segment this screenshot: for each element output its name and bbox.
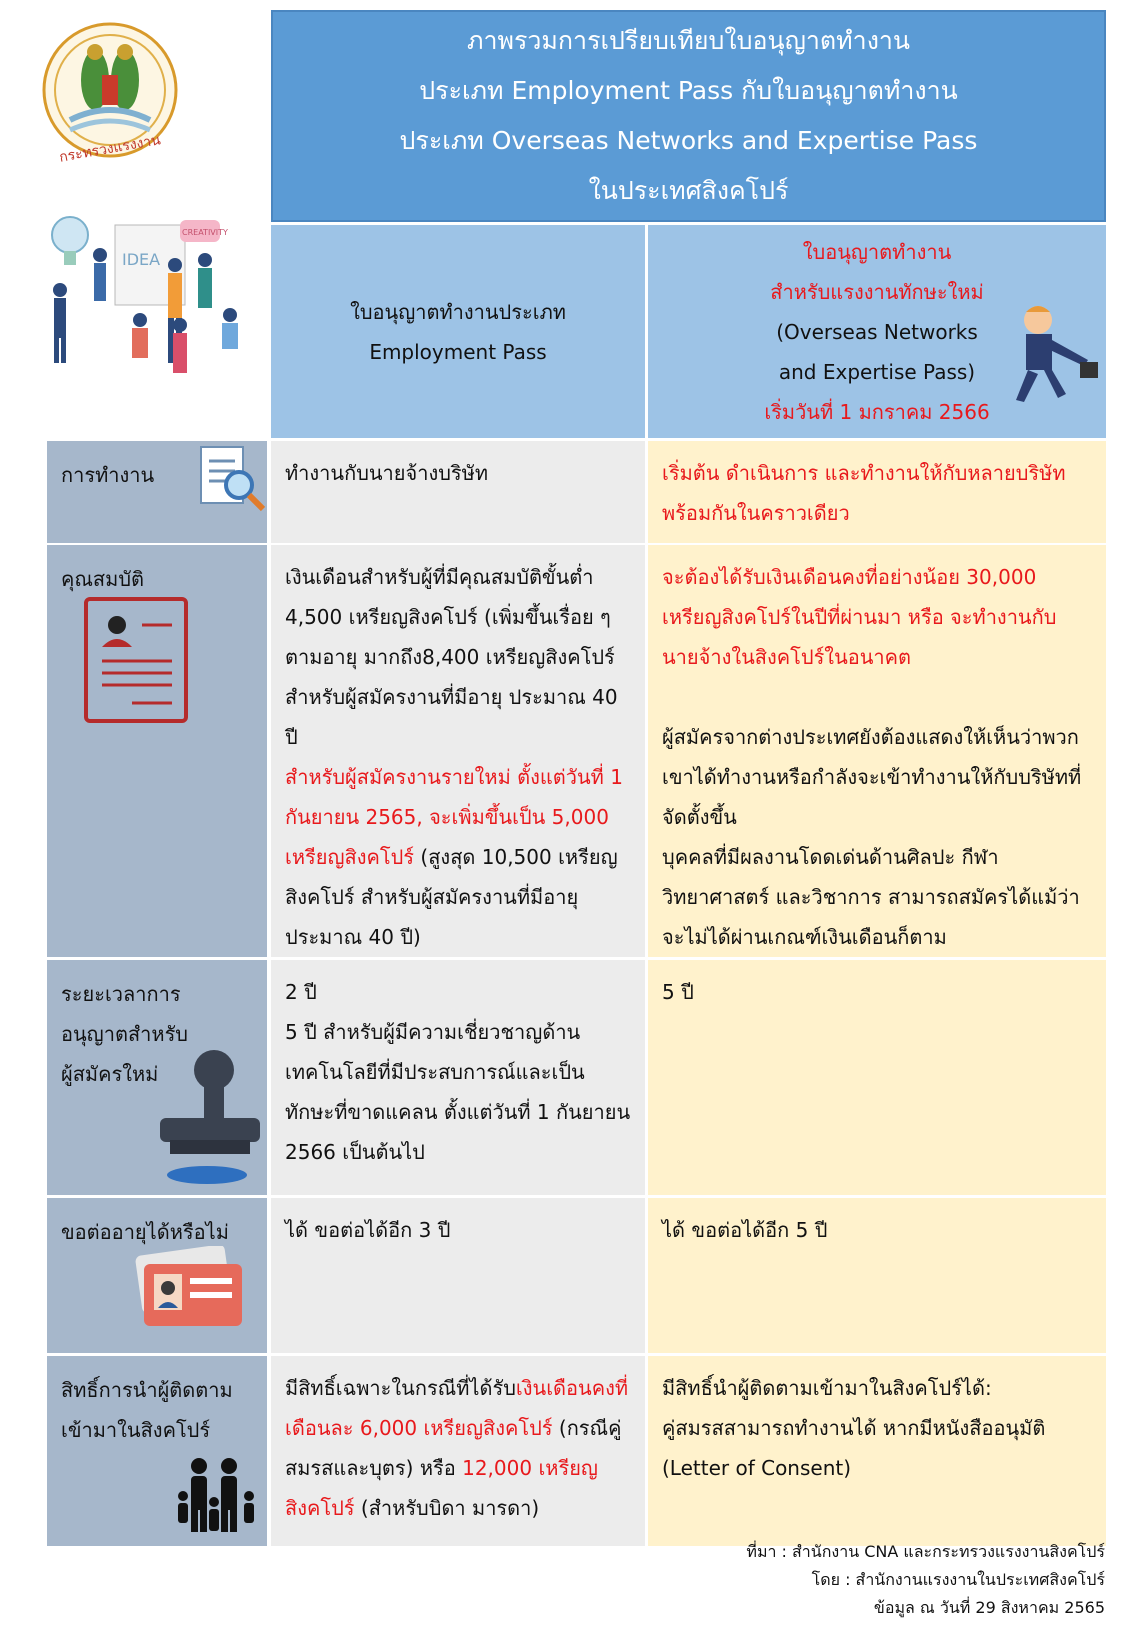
ep-work-text: ทำงานกับนายจ้างบริษัท	[285, 461, 489, 485]
footer-by: โดย : สำนักงานแรงงานในประเทศสิงคโปร์	[811, 1570, 1105, 1589]
header-employment-pass	[271, 225, 645, 438]
ep-renewal-text: ได้ ขอต่อได้อีก 3 ปี	[285, 1218, 451, 1242]
one-qualification-red: จะต้องได้รับเงินเดือนคงที่อย่างน้อย 30,000 เหรียญสิงคโปร์ในปีที่ผ่านมา หรือ จะทำงานกับนายจ้างในสิงคโปร์ในอนาคต	[662, 565, 1057, 669]
ep-dependants-c: (กรณีคู่สมรสและบุตร) หรือ	[285, 1416, 622, 1480]
row-label-duration-line-3: ผู้สมัครใหม่	[61, 1062, 159, 1086]
ep-qualification-red: สำหรับผู้สมัครงานรายใหม่ ตั้งแต่วันที่ 1 กันยายน 2565, จะเพิ่มขึ้นเป็น 5,000 เหรียญสิงคโปร์	[285, 765, 623, 869]
row-label-renewal-text: ขอต่ออายุได้หรือไม่	[61, 1220, 229, 1244]
ep-duration-line-1: 2 ปี	[285, 980, 317, 1004]
row-label-duration-line-1: ระยะเวลาการ	[61, 982, 181, 1006]
cell-ep-work	[271, 441, 645, 543]
footer-source: ที่มา : สำนักงาน CNA และกระทรวงแรงงานสิงคโปร์	[746, 1542, 1105, 1561]
header-ep-line-1: ใบอนุญาตทำงานประเภท	[350, 299, 566, 324]
stamp-icon	[152, 1040, 262, 1203]
header-ep-line-2: Employment Pass	[369, 339, 547, 364]
logo-text: กระทรวงแรงงาน	[58, 132, 162, 166]
row-label-duration	[47, 960, 267, 1195]
cell-one-duration	[648, 960, 1106, 1195]
title-line-2: ประเภท Employment Pass กับใบอนุญาตทำงาน	[419, 76, 958, 105]
one-dependants-rest: คู่สมรสสามารถทำงานได้ หากมีหนังสืออนุมัติ (Letter of Consent)	[662, 1416, 1046, 1480]
header-one-line-4: and Expertise Pass)	[778, 359, 976, 384]
header-one-line-5: เริ่มวันที่ 1 มกราคม 2566	[764, 399, 990, 424]
one-work-text: เริ่มต้น ดำเนินการ และทำงานให้กับหลายบริษัทพร้อมกันในคราวเดียว	[662, 461, 1066, 525]
one-dependants-line-1: มีสิทธิ์นำผู้ติดตามเข้ามาในสิงคโปร์ได้:	[662, 1376, 992, 1400]
row-label-duration-line-2: อนุญาตสำหรับ	[61, 1022, 189, 1046]
running-businessman-icon	[1008, 300, 1103, 423]
row-label-work-text: การทำงาน	[61, 463, 155, 487]
cell-one-renewal	[648, 1198, 1106, 1353]
footer-date: ข้อมูล ณ วันที่ 29 สิงหาคม 2565	[873, 1598, 1105, 1617]
title-line-3: ประเภท Overseas Networks and Expertise Pass	[399, 126, 978, 155]
one-duration-text: 5 ปี	[662, 980, 694, 1004]
ep-qualification-tail: (สูงสุด 10,500 เหรียญสิงคโปร์ สำหรับผู้สมัครงานที่มีอายุ ประมาณ 40 ปี)	[285, 845, 618, 949]
row-label-qualification	[47, 545, 267, 957]
id-card-icon	[132, 1246, 247, 1349]
header-one-line-1: ใบอนุญาตทำงาน	[802, 239, 952, 264]
team-illustration	[40, 195, 255, 395]
cell-ep-qualification	[271, 545, 645, 957]
ep-dependants-d: 12,000 เหรียญสิงคโปร์	[285, 1456, 598, 1520]
cell-ep-dependants	[271, 1356, 645, 1546]
row-label-dependants-line-1: สิทธิ์การนำผู้ติดตาม	[61, 1378, 233, 1402]
ep-qualification-normal: เงินเดือนสำหรับผู้ที่มีคุณสมบัติขั้นต่ำ 4,500 เหรียญสิงคโปร์ (เพิ่มขึ้นเรื่อย ๆ ตามอายุ มากถึง8,400 เหรียญสิงคโปร์ สำหรับผู้สมัครงานที่มีอายุ ประมาณ 40 ปี	[285, 565, 618, 749]
header-one-line-2: สำหรับแรงงานทักษะใหม่	[770, 279, 984, 304]
creativity-text: CREATIVITY	[182, 228, 228, 237]
ep-duration-rest: 5 ปี สำหรับผู้มีความเชี่ยวชาญด้านเทคโนโลยีที่มีประสบการณ์และเป็นทักษะที่ขาดแคลน ตั้งแต่วันที่ 1 กันยายน 2566 เป็นต้นไป	[285, 1020, 631, 1164]
idea-text: IDEA	[122, 250, 161, 269]
cell-ep-duration	[271, 960, 645, 1195]
cell-one-work	[648, 441, 1106, 543]
ep-dependants-e: (สำหรับบิดา มารดา)	[354, 1496, 540, 1520]
title-line-4: ในประเทศสิงคโปร์	[588, 176, 789, 205]
document-search-icon	[197, 443, 267, 526]
one-renewal-text: ได้ ขอต่อได้อีก 5 ปี	[662, 1218, 828, 1242]
footer	[746, 1538, 1105, 1622]
title-banner	[271, 10, 1106, 222]
row-label-work	[47, 441, 267, 543]
row-label-renewal	[47, 1198, 267, 1353]
ministry-logo	[40, 20, 180, 170]
cell-one-dependants	[648, 1356, 1106, 1546]
cell-one-qualification	[648, 545, 1106, 957]
title-line-1: ภาพรวมการเปรียบเทียบใบอนุญาตทำงาน	[466, 26, 911, 55]
one-qualification-p3: บุคคลที่มีผลงานโดดเด่นด้านศิลปะ กีฬา วิทยาศาสตร์ และวิชาการ สามารถสมัครได้แม้ว่าจะไม่ได้ผ่านเกณฑ์เงินเดือนก็ตาม	[662, 845, 1080, 949]
row-label-dependants-line-2: เข้ามาในสิงคโปร์	[61, 1418, 211, 1442]
ep-dependants-b: เงินเดือนคงที่ เดือนละ 6,000 เหรียญสิงคโปร์	[285, 1376, 629, 1440]
resume-icon	[82, 595, 192, 738]
header-one-pass	[648, 225, 1106, 438]
ep-dependants-a: มีสิทธิ์เฉพาะในกรณีที่ได้รับ	[285, 1376, 516, 1400]
cell-ep-renewal	[271, 1198, 645, 1353]
header-one-line-3: (Overseas Networks	[776, 319, 978, 344]
row-label-qualification-text: คุณสมบัติ	[61, 567, 145, 591]
family-icon	[177, 1456, 257, 1549]
row-label-dependants	[47, 1356, 267, 1546]
one-qualification-p2: ผู้สมัครจากต่างประเทศยังต้องแสดงให้เห็นว่าพวกเขาได้ทำงานหรือกำลังจะเข้าทำงานให้กับบริษัทที่จัดตั้งขึ้น	[662, 725, 1082, 829]
